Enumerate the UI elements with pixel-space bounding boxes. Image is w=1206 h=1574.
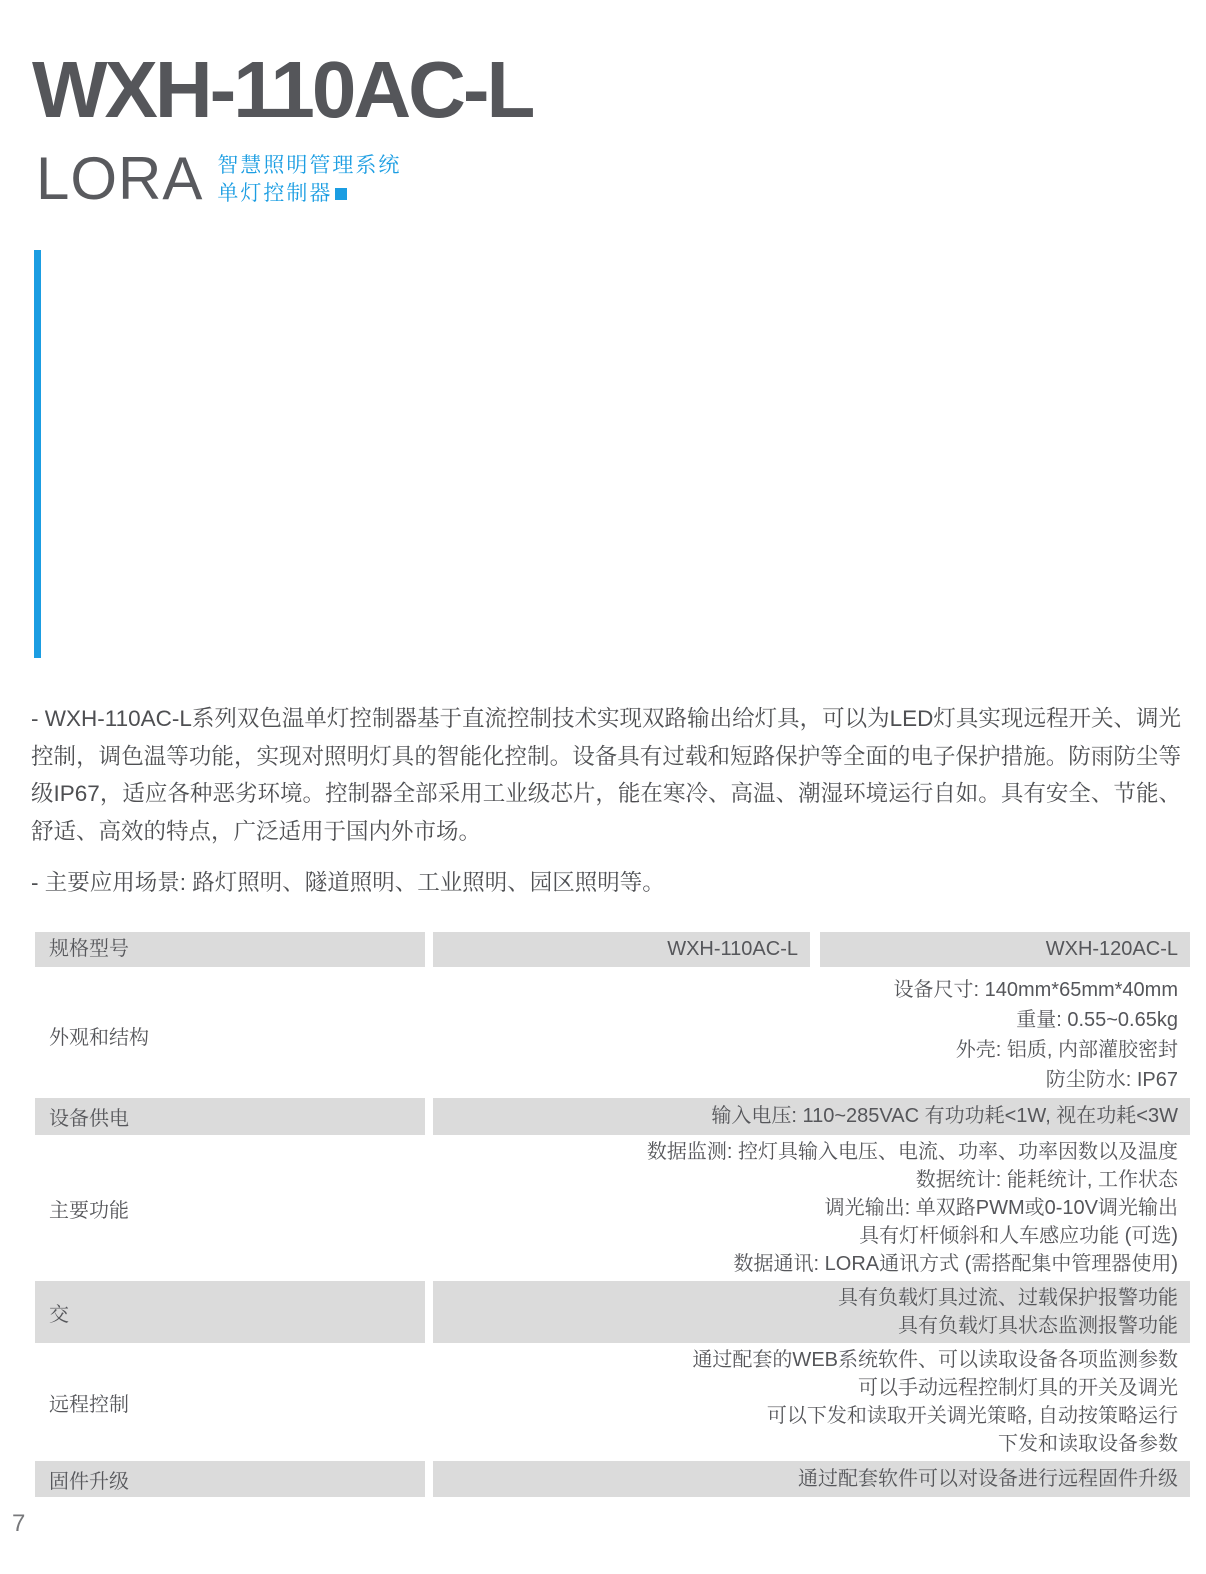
spec-header-label: 规格型号	[35, 932, 425, 967]
spec-row-label: 固件升级	[35, 1461, 425, 1497]
spec-row-content	[433, 1281, 1190, 1343]
spec-line: 输入电压: 110~285VAC 有功功耗<1W, 视在功耗<3W	[711, 1105, 1178, 1127]
spec-row-content	[433, 975, 1190, 1095]
spec-line: 下发和读取设备参数	[998, 1433, 1178, 1455]
spec-line: 数据通讯: LORA通讯方式 (需搭配集中管理器使用)	[733, 1253, 1178, 1275]
spec-line: 外壳: 铝质, 内部灌胶密封	[955, 1039, 1178, 1061]
accent-bar	[34, 250, 41, 658]
spec-row-remote	[35, 1346, 1190, 1458]
product-description	[31, 700, 1181, 902]
spec-row-power	[35, 1098, 1190, 1135]
spec-row-label: 远程控制	[49, 1393, 129, 1416]
spec-model-1: WXH-110AC-L	[433, 932, 810, 967]
spec-line: 通过配套的WEB系统软件、可以读取设备各项监测参数	[692, 1349, 1178, 1371]
subtitle	[217, 146, 401, 208]
spec-row-functions	[35, 1138, 1190, 1278]
page-number: 7	[12, 1510, 26, 1537]
spec-row-content	[433, 1461, 1190, 1497]
spec-line: 防尘防水: IP67	[1045, 1069, 1178, 1091]
spec-line: 可以下发和读取开关调光策略, 自动按策略运行	[766, 1405, 1178, 1427]
spec-line: 具有负载灯具过流、过载保护报警功能	[838, 1287, 1178, 1309]
spec-row-appearance	[35, 975, 1190, 1095]
spec-line: 重量: 0.55~0.65kg	[1016, 1009, 1178, 1031]
subtitle-line-1: 智慧照明管理系统	[217, 154, 402, 177]
spec-table	[35, 932, 1190, 1497]
spec-line: 调光输出: 单双路PWM或0-10V调光输出	[824, 1197, 1178, 1219]
brand-logo: LORA	[36, 145, 204, 212]
spec-line: 数据监测: 控灯具输入电压、电流、功率、功率因数以及温度	[646, 1141, 1178, 1163]
brand-row	[36, 146, 401, 212]
application-scenarios: - 主要应用场景: 路灯照明、隧道照明、工业照明、园区照明等。	[31, 870, 665, 895]
spec-row-protect	[35, 1281, 1190, 1343]
spec-row-content	[433, 1346, 1190, 1458]
spec-line: 数据统计: 能耗统计, 工作状态	[915, 1169, 1178, 1191]
subtitle-line-2: 单灯控制器	[217, 180, 401, 208]
spec-line: 设备尺寸: 140mm*65mm*40mm	[893, 979, 1178, 1001]
spec-line: 具有灯杆倾斜和人车感应功能 (可选)	[859, 1225, 1178, 1247]
spec-row-label: 外观和结构	[49, 1026, 149, 1049]
spec-line: 具有负载灯具状态监测报警功能	[898, 1315, 1178, 1337]
spec-row-content	[433, 1138, 1190, 1278]
blue-square-icon	[335, 188, 347, 200]
spec-row-label: 主要功能	[49, 1199, 129, 1222]
spec-row-label: 设备供电	[35, 1098, 425, 1135]
spec-header-row	[35, 932, 1190, 967]
description-paragraph: - WXH-110AC-L系列双色温单灯控制器基于直流控制技术实现双路输出给灯具，可以为LED灯具实现远程开关、调光控制，调色温等功能，实现对照明灯具的智能化控制。设备具有过载和短路保护等全面的电子保护措施。防雨防尘等级IP67，适应各种恶劣环境。控制器全部采用工业级芯片，能在寒冷、高温、潮湿环境运行自如。具有安全、节能、舒适、高效的特点，广泛适用于国内外市场。	[31, 706, 1181, 844]
spec-row-content	[433, 1098, 1190, 1135]
page-title: WXH-110AC-L	[32, 45, 533, 134]
spec-line: 通过配套软件可以对设备进行远程固件升级	[798, 1468, 1178, 1490]
spec-row-label: 交	[35, 1281, 425, 1343]
spec-line: 可以手动远程控制灯具的开关及调光	[858, 1377, 1178, 1399]
spec-model-2: WXH-120AC-L	[820, 932, 1190, 967]
spec-row-firmware	[35, 1461, 1190, 1497]
